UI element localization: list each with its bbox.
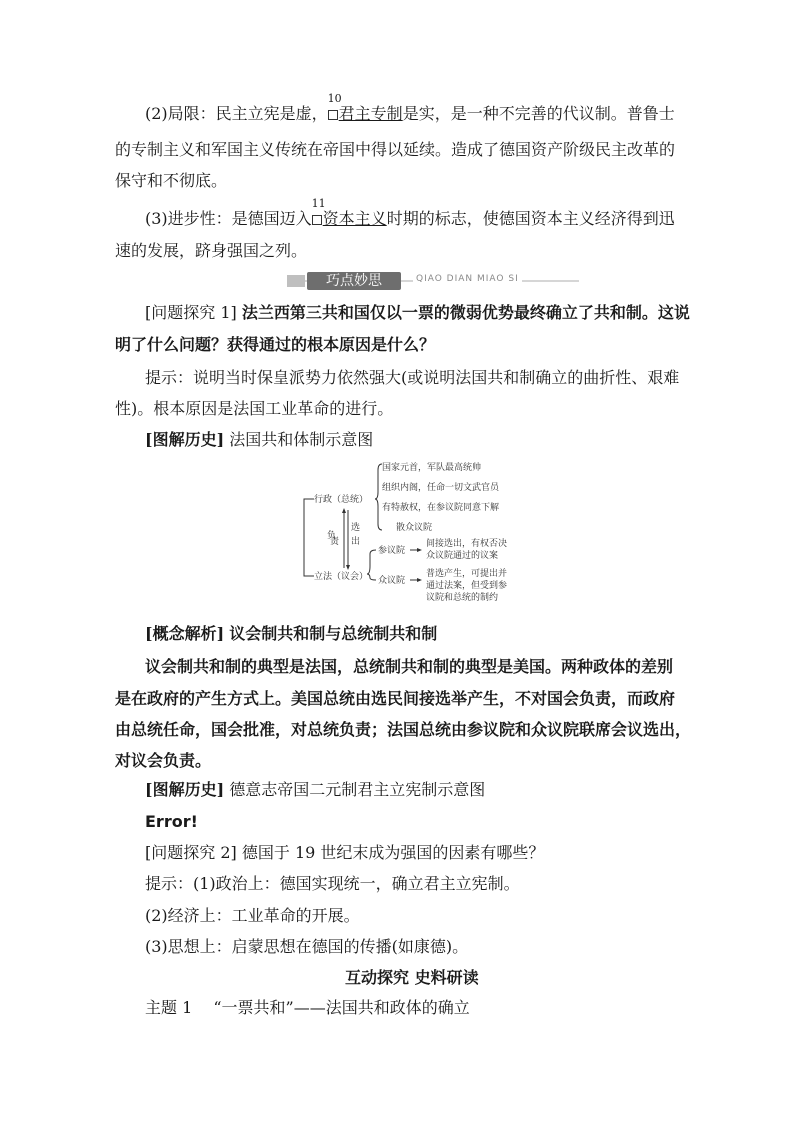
diagram-senate-desc-1: 间接选出，有权否决 [426, 539, 508, 549]
blank-number-10: 10 [328, 104, 339, 124]
section-banner [287, 270, 579, 292]
concept-caption [145, 624, 437, 644]
hint-1-label: 提示： [145, 368, 194, 387]
blank-number-11: 11 [312, 209, 323, 229]
figure-2-tag: [图解历史] [145, 780, 225, 799]
question-1-tag: [问题探究 1] [145, 303, 237, 322]
concept-line-2: 是在政府的产生方式上。美国总统由选民间接选举产生，不对国会负责，而政府 [115, 689, 676, 708]
hint-2-line-2: (2)经济上：工业革命的开展。 [145, 906, 360, 925]
figure-2-caption [145, 780, 485, 800]
concept-tag: [概念解析] [145, 624, 225, 643]
diagram-exec-brace-top [375, 464, 382, 499]
concept-line-1: 议会制共和制的典型是法国，总统制共和制的典型是美国。两种政体的差别 [145, 657, 674, 676]
banner-title: 巧点妙思 [307, 272, 401, 290]
section-heading: 互动探究 史料研读 [345, 968, 479, 987]
diagram-responsible-2: 责 [330, 537, 340, 547]
diagram-legis: 立法（议会） [314, 572, 369, 582]
question-1-line-1 [145, 303, 690, 323]
diagram-power-1: 国家元首，军队最高统帅 [382, 463, 482, 473]
topic-number: 主题 1 [145, 998, 193, 1017]
term-autocracy: 君主专制 [338, 104, 403, 123]
diagram-power-4: 散众议院 [396, 523, 433, 533]
question-1-line-2: 明了什么问题？获得通过的根本原因是什么？ [115, 335, 436, 354]
hint-2-line-1: 提示：(1)政治上：德国实现统一，确立君主立宪制。 [145, 874, 520, 893]
progress-line-2: 速的发展，跻身强国之列。 [115, 241, 308, 260]
banner-cap-icon [287, 275, 305, 287]
diagram-exec-brace-bottom [375, 499, 382, 530]
question-2-text: 德国于 19 世纪末成为强国的因素有哪些？ [241, 843, 545, 862]
arrow-up-icon [342, 508, 346, 513]
hint-1-line-2: 性)。根本原因是法国工业革命的进行。 [115, 399, 394, 418]
limitation-line-3: 保守和不彻底。 [115, 171, 228, 190]
figure-1-tag: [图解历史] [145, 430, 225, 449]
question-2-line [145, 843, 544, 863]
banner-pinyin: QIAO DIAN MIAO SI [413, 274, 522, 284]
concept-title: 议会制共和制与总统制共和制 [229, 624, 438, 643]
blank-box-icon [328, 110, 338, 120]
limitation-line-2: 的专制主义和军国主义传统在帝国中得以延续。造成了德国资产阶级民主改革的 [115, 140, 676, 159]
diagram-left-bracket [304, 499, 314, 576]
diagram-house: 众议院 [378, 576, 406, 586]
hint-2-line-3: (3)思想上：启蒙思想在德国的传播(如康德)。 [145, 937, 469, 956]
diagram-house-desc-2: 通过法案，但受到参 [426, 581, 508, 591]
diagram-elect: 选 [351, 523, 361, 533]
progress-line-1: (3)进步性：是德国迈入 11 资本主义时期的标志，使德国资本主义经济得到迅 [145, 197, 675, 228]
limitation-line-1: (2)局限：民主立宪是虚， 10 君主专制是实，是一种不完善的代议制。普鲁士 [145, 92, 675, 123]
concept-line-3: 由总统任命，国会批准，对总统负责；法国总统由参议院和众议院联席会议选出， [115, 720, 692, 739]
diagram-legis-brace-top [367, 550, 376, 574]
diagram-elect-2: 出 [351, 537, 361, 547]
arrow-right-icon [417, 548, 422, 552]
figure-2-title: 德意志帝国二元制君主立宪制示意图 [229, 780, 486, 799]
french-republic-diagram [296, 458, 536, 610]
diagram-power-2: 组织内阁，任命一切文武官员 [382, 483, 500, 493]
topic-line [145, 998, 470, 1018]
diagram-power-3: 有特赦权，在参议院同意下解 [382, 503, 500, 513]
hint-1-line-1: 提示：说明当时保皇派势力依然强大(或说明法国共和制确立的曲折性、艰难 [145, 368, 680, 387]
diagram-responsible: 负 [325, 530, 335, 539]
diagram-exec: 行政（总统） [314, 495, 369, 505]
figure-1-title: 法国共和体制示意图 [229, 430, 374, 449]
topic-title: “一票共和”——法国共和政体的确立 [213, 998, 470, 1017]
arrow-down-icon [346, 565, 350, 570]
diagram-house-desc-1: 普选产生，可提出并 [426, 569, 508, 579]
question-2-tag: [问题探究 2] [145, 843, 237, 862]
arrow-right-icon [417, 578, 422, 582]
blank-box-icon [312, 215, 322, 225]
diagram-senate: 参议院 [378, 546, 406, 556]
figure-1-caption [145, 430, 373, 450]
error-text: Error! [145, 812, 198, 831]
question-1-text: 法兰西第三共和国仅以一票的微弱优势最终确立了共和制。这说 [241, 303, 690, 322]
term-capitalism: 资本主义 [322, 209, 387, 228]
diagram-house-desc-3: 议院和总统的制约 [426, 593, 499, 603]
concept-line-4: 对议会负责。 [115, 751, 212, 770]
diagram-legis-brace-bottom [367, 574, 376, 580]
diagram-senate-desc-2: 众议院通过的议案 [426, 551, 499, 561]
